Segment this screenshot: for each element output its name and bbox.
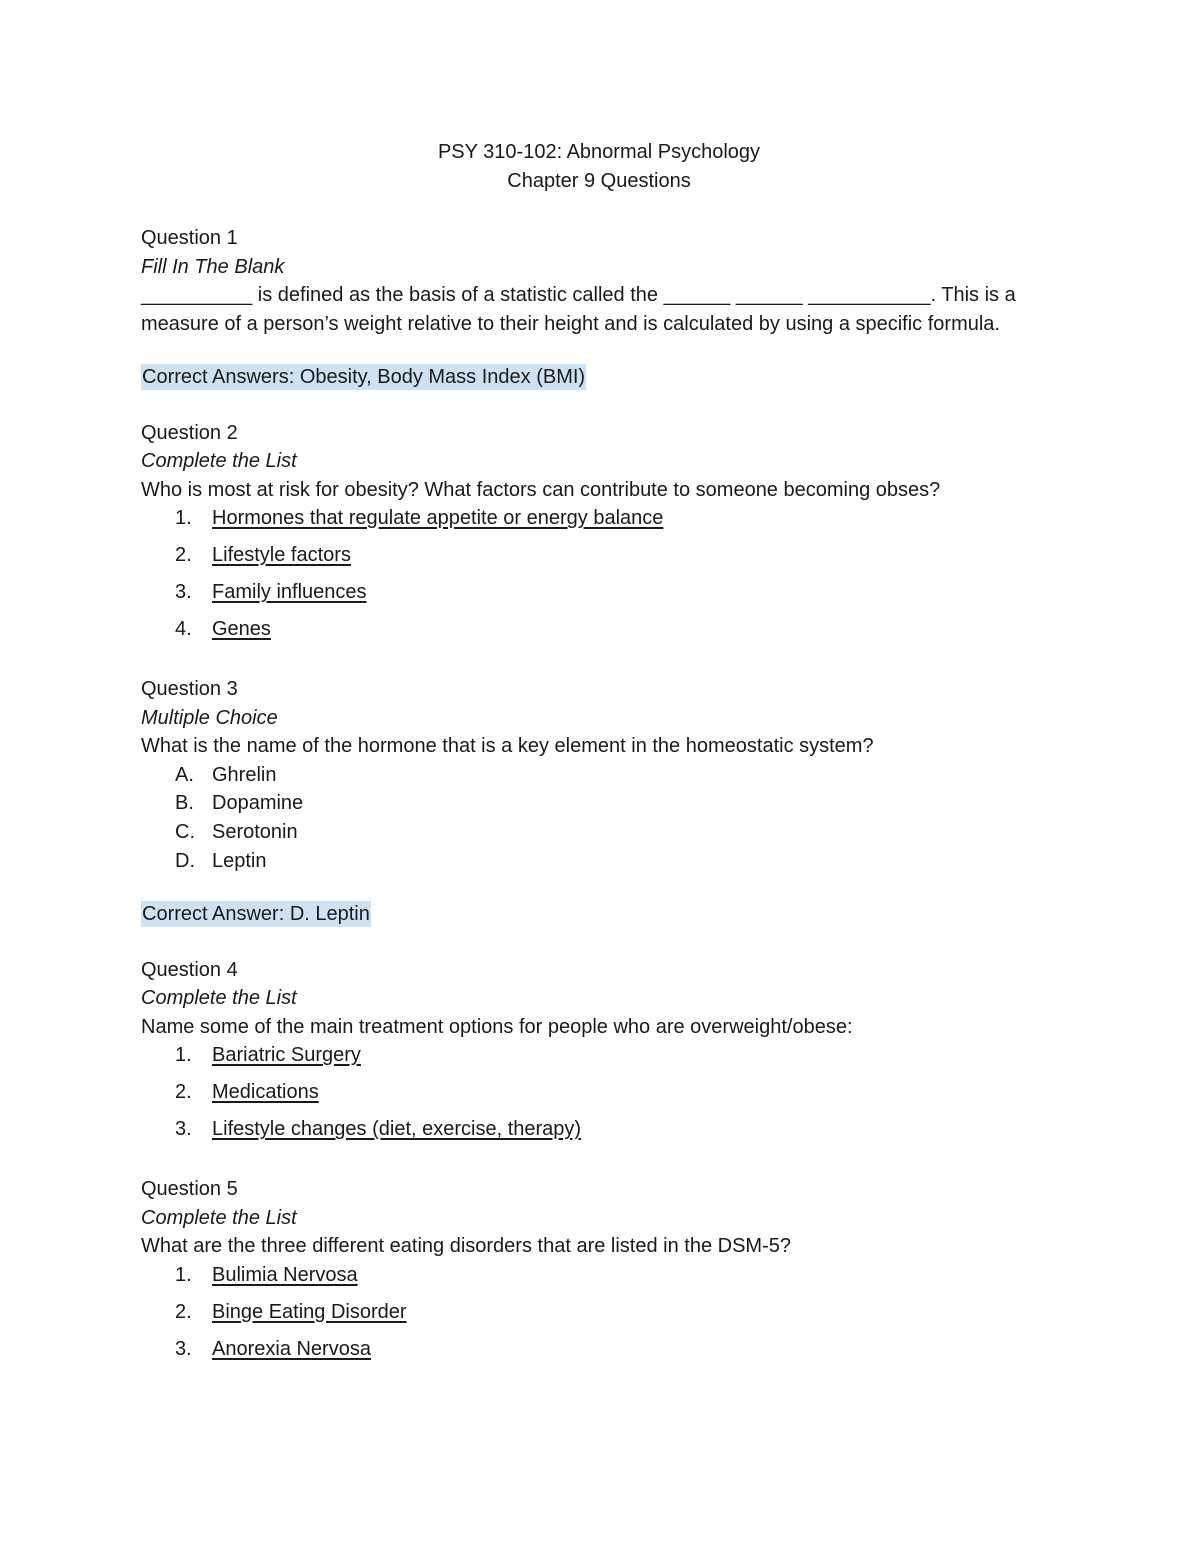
question-title: Question 4	[141, 958, 238, 981]
question-text: What are the three different eating disorders that are listed in the DSM-5?	[141, 1235, 791, 1258]
question-type: Complete the List	[141, 1206, 297, 1229]
list-item: A. Ghrelin	[175, 763, 277, 786]
list-item: 2. Lifestyle factors	[175, 544, 351, 566]
answer-text: Genes	[212, 618, 271, 640]
question-3	[141, 675, 1061, 929]
question-title: Question 3	[141, 678, 238, 700]
question-title: Question 2	[141, 421, 238, 444]
question-text: __________ is defined as the basis of a statistic called the ______ ______ ___________. This is a measure of a person’s weight relative to their height and is calculated by using a specific formula.	[141, 284, 1016, 335]
choice-text: Leptin	[212, 849, 267, 872]
question-title: Question 1	[141, 227, 238, 249]
course-title: PSY 310-102: Abnormal Psychology	[437, 141, 761, 163]
question-type: Fill In The Blank	[141, 255, 285, 278]
answer-list	[141, 1261, 1061, 1372]
question-type: Complete the List	[141, 450, 297, 472]
answer-list	[141, 1041, 1061, 1152]
choice-text: Serotonin	[212, 820, 298, 843]
answer-text: Hormones that regulate appetite or energy balance	[212, 507, 664, 529]
list-item: 1. Hormones that regulate appetite or energy balance	[175, 507, 664, 529]
document-page	[141, 138, 1061, 1372]
list-item: 3. Anorexia Nervosa	[175, 1337, 371, 1360]
question-text: What is the name of the hormone that is a key element in the homeostatic system?	[141, 735, 874, 757]
list-item: 2. Medications	[175, 1081, 319, 1104]
choice-text: Dopamine	[212, 792, 304, 815]
list-item: D. Leptin	[175, 849, 267, 872]
correct-answer: Correct Answers: Obesity, Body Mass Index (BMI)	[142, 366, 586, 388]
list-item: 2. Binge Eating Disorder	[175, 1300, 407, 1323]
list-item: 3. Lifestyle changes (diet, exercise, therapy)	[175, 1118, 582, 1141]
question-4	[141, 956, 1061, 1153]
answer-text: Bulimia Nervosa	[212, 1263, 358, 1286]
question-2	[141, 419, 1061, 653]
correct-answer: Correct Answer: D. Leptin	[142, 903, 370, 926]
list-item: 1. Bulimia Nervosa	[175, 1263, 358, 1286]
list-item: C. Serotonin	[175, 820, 298, 843]
question-type: Complete the List	[141, 987, 297, 1010]
question-title: Question 5	[141, 1178, 238, 1201]
question-text: Name some of the main treatment options for people who are overweight/obese:	[141, 1015, 853, 1038]
list-item: B. Dopamine	[175, 792, 304, 815]
list-item: 4. Genes	[175, 618, 271, 640]
document-header	[141, 138, 1057, 195]
answer-text: Lifestyle changes (diet, exercise, therapy)	[212, 1118, 582, 1141]
choice-text: Ghrelin	[212, 763, 277, 786]
answer-text: Medications	[212, 1081, 319, 1104]
list-item: 1. Bariatric Surgery	[175, 1044, 361, 1067]
answer-text: Bariatric Surgery	[212, 1044, 361, 1067]
question-1	[141, 224, 1061, 392]
answer-text: Anorexia Nervosa	[212, 1337, 371, 1360]
answer-text: Family influences	[212, 581, 367, 603]
answer-text: Lifestyle factors	[212, 544, 351, 566]
question-type: Multiple Choice	[141, 706, 278, 729]
answer-list	[141, 504, 1061, 652]
answer-text: Binge Eating Disorder	[212, 1300, 407, 1323]
question-text: Who is most at risk for obesity? What factors can contribute to someone becoming obses?	[141, 478, 941, 501]
question-5	[141, 1175, 1061, 1372]
list-item: 3. Family influences	[175, 581, 367, 603]
choice-list	[141, 761, 1061, 876]
chapter-title: Chapter 9 Questions	[507, 169, 691, 192]
